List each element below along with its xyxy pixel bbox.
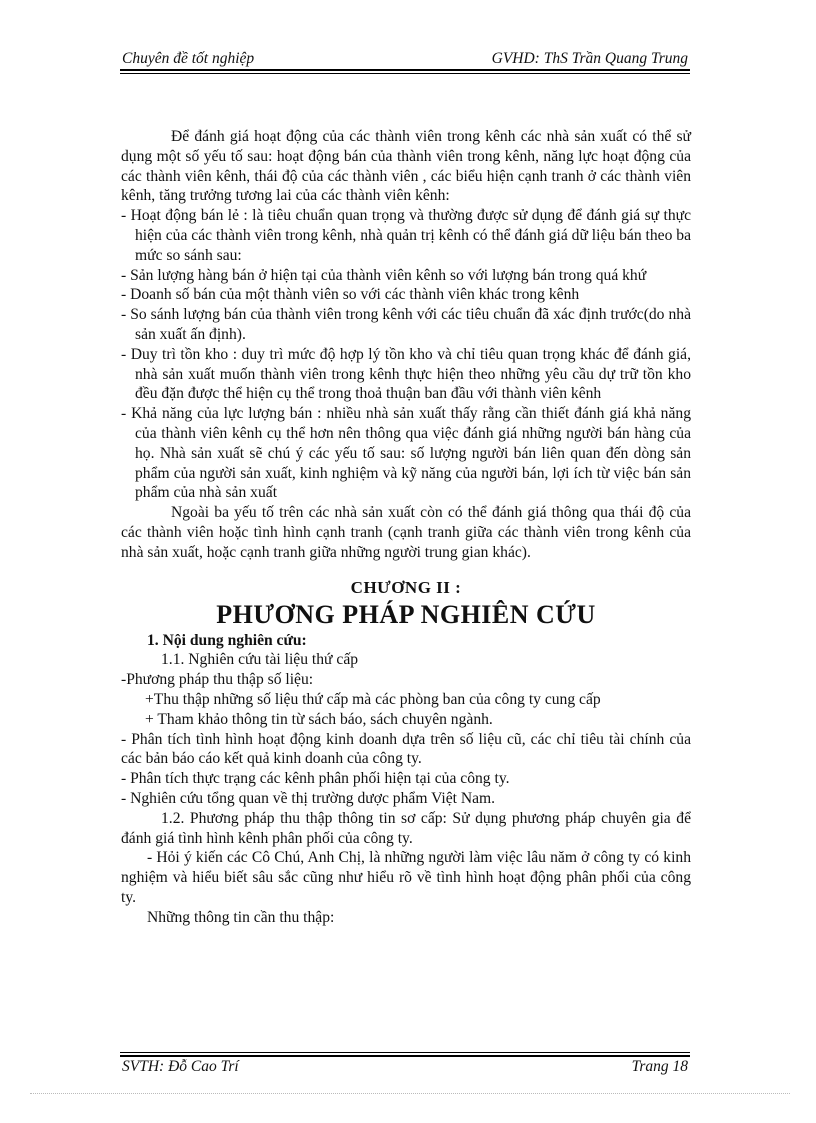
bullet-revenue-comparison: - Doanh số bán của một thành viên so với các thành viên khác trong kênh	[121, 286, 580, 304]
chapter-heading	[121, 577, 691, 631]
page-body	[121, 127, 691, 927]
subsection-secondary-research: 1.1. Nghiên cứu tài liệu thứ cấp	[161, 651, 359, 669]
chapter-title: PHƯƠNG PHÁP NGHIÊN CỨU	[216, 599, 596, 629]
header-supervisor: GVHD: ThS Trần Quang Trung	[491, 50, 688, 67]
chapter-label: CHƯƠNG II :	[350, 577, 462, 597]
page-header	[122, 44, 688, 72]
header-rule-thick	[120, 69, 690, 71]
method-item-collect: +Thu thập những số liệu thứ cấp mà các phòng ban của công ty cung cấp	[145, 690, 601, 708]
footer-student: SVTH: Đỗ Cao Trí	[122, 1058, 239, 1075]
footer-rule-thin	[120, 1052, 690, 1053]
interview-paragraph: - Hỏi ý kiến các Cô Chú, Anh Chị, là những người làm việc lâu năm ở công ty có kinh nghiệm và hiểu biết sâu sắc cũng như hiểu rõ về tình hình hoạt động phân phối của công ty.	[121, 849, 691, 906]
analysis-item-channels: - Phân tích thực trạng các kênh phân phối hiện tại của công ty.	[121, 770, 510, 788]
method-item-reference: + Tham khảo thông tin từ sách báo, sách chuyên ngành.	[145, 710, 493, 728]
footer-rule-thick	[120, 1055, 690, 1057]
section-title: 1. Nội dung nghiên cứu:	[147, 631, 307, 649]
bullet-standard-comparison: - So sánh lượng bán của thành viên trong kênh với các tiêu chuẩn đã xác định trước(do nhà sản xuất ấn định).	[121, 306, 691, 343]
analysis-item-market: - Nghiên cứu tổng quan về thị trường dược phẩm Việt Nam.	[121, 789, 496, 807]
closing-paragraph: Ngoài ba yếu tố trên các nhà sản xuất còn có thể đánh giá thông qua thái độ của các thành viên hoặc tình hình cạnh tranh (cạnh tranh giữa các thành viên trong kênh của nhà sản xuất, hoặc cạnh tranh giữa những người trung gian khác).	[121, 504, 691, 561]
analysis-item-business: - Phân tích tình hình hoạt động kinh doanh dựa trên số liệu cũ, các chỉ tiêu tài chính của các bản báo cáo kết quả kinh doanh của công ty.	[121, 730, 691, 768]
page-footer	[122, 1058, 688, 1082]
subsection-primary-research: 1.2. Phương pháp thu thập thông tin sơ cấp: Sử dụng phương pháp chuyên gia để đánh giá tình hình kênh phân phối của công ty.	[121, 809, 691, 847]
bullet-retail-sales: - Hoạt động bán lẻ : là tiêu chuẩn quan trọng và thường được sử dụng để đánh giá sự thực hiện của các thành viên trong kênh, nhà quản trị kênh có thể đánh giá dữ liệu bán theo ba mức so sánh sau:	[121, 207, 691, 264]
info-needed-line: Những thông tin cần thu thập:	[147, 908, 335, 926]
page-edge-dotted-line	[30, 1093, 790, 1094]
bullet-sales-force: - Khả năng của lực lượng bán : nhiều nhà sản xuất thấy rằng cần thiết đánh giá khả năng của thành viên kênh cụ thể hơn nên thông qua việc đánh giá những người bán hàng của họ. Nhà sản xuất sẽ chú ý các yếu tố sau: số lượng người bán liên quan đến dòng sản phẩm của người sản xuất, kinh nghiệm và kỹ năng của người bán, lợi ích từ việc bán sản phẩm của nhà sản xuất	[121, 405, 691, 502]
method-line: -Phương pháp thu thập số liệu:	[121, 671, 314, 689]
footer-page-number: Trang 18	[631, 1058, 688, 1075]
header-rule-thin	[120, 73, 690, 74]
header-document-title: Chuyên đề tốt nghiệp	[122, 50, 255, 67]
bullet-inventory: - Duy trì tồn kho : duy trì mức độ hợp lý tồn kho và chỉ tiêu quan trọng khác để đánh giá, nhà sản xuất muốn thành viên trong kênh thực hiện theo những yêu cầu dự trữ tồn kho đều đặn được thể hiện cụ thể trong thoả thuận ban đầu với thành viên kênh	[121, 345, 691, 403]
intro-paragraph: Để đánh giá hoạt động của các thành viên trong kênh các nhà sản xuất có thể sử dụng một số yếu tố sau: hoạt động bán của thành viên trong kênh, năng lực hoạt động của các thành viên kênh, thái độ của các thành viên , các biểu hiện cạnh tranh ở các thành viên kênh, tăng trưởng tương lai của các thành viên kênh:	[121, 128, 691, 205]
bullet-sales-volume: - Sản lượng hàng bán ở hiện tại của thành viên kênh so với lượng bán trong quá khứ	[121, 266, 647, 284]
